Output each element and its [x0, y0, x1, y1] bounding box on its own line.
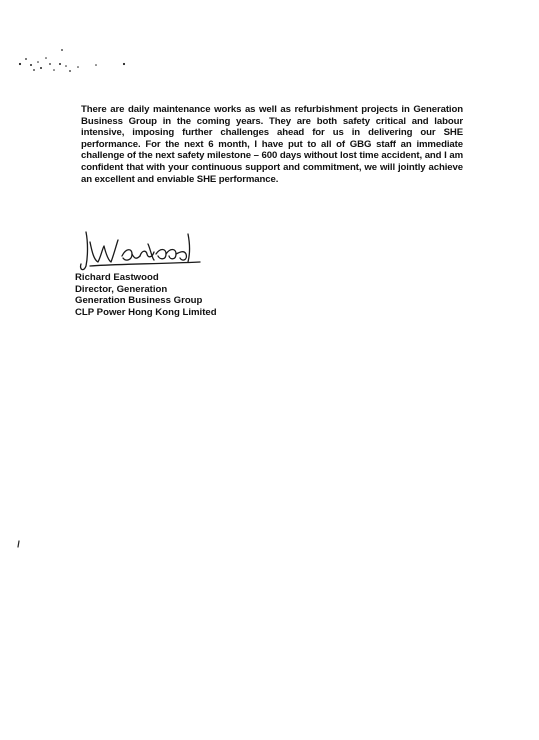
stray-scan-mark [16, 540, 22, 548]
handwritten-signature [76, 226, 206, 274]
signature-block [75, 272, 295, 318]
body-paragraph: There are daily maintenance works as well as refurbishment projects in Generation Business Group in the coming years. They are both safety critical and labour intensive, imposing further challenges ahead for us in delivering our SHE performance. For the next 6 month, I have put to all of GBG staff an immediate challenge of the next safety milestone – 600 days without lost time accident, and I am confident that with your continuous support and commitment, we will jointly achieve an excellent and enviable SHE performance. [81, 104, 463, 185]
signatory-title: Director, Generation [75, 283, 168, 295]
signatory-group: Generation Business Group [75, 295, 203, 306]
scan-specks [14, 40, 134, 80]
signatory-company: CLP Power Hong Kong Limited [75, 306, 217, 318]
signatory-name: Richard Eastwood [75, 272, 159, 283]
